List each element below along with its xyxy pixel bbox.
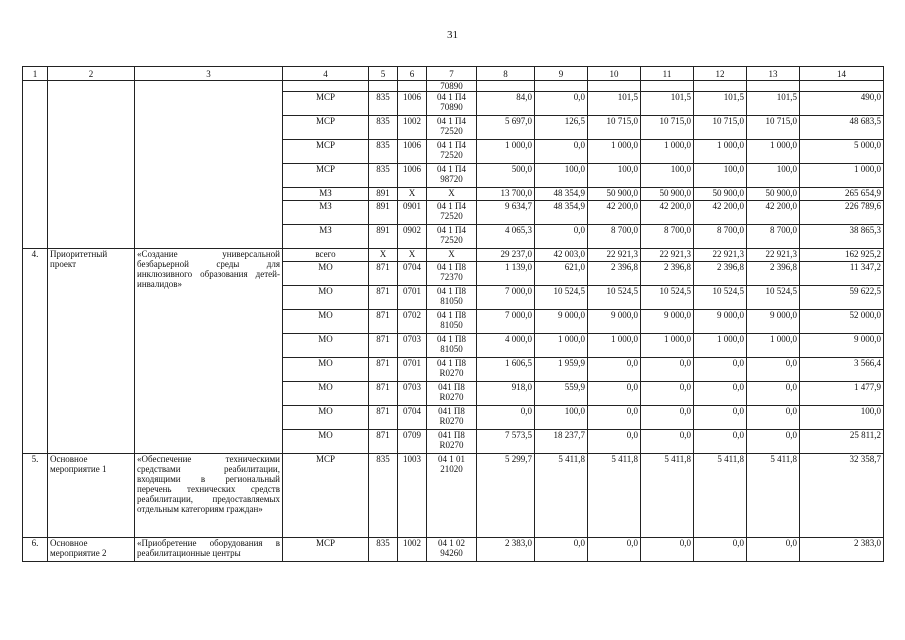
- year-5-cell: 10 715,0: [694, 116, 747, 140]
- year-3-cell: 5 411,8: [588, 454, 641, 538]
- year-5-cell: 22 921,3: [694, 249, 747, 262]
- target-article-cell: 04 1 П8 R0270: [427, 358, 477, 382]
- section-cell: 1006: [398, 92, 427, 116]
- table-header-row: [23, 67, 884, 81]
- grbs-cell: 835: [369, 538, 398, 562]
- year-4-cell: 10 715,0: [641, 116, 694, 140]
- section-cell: 0703: [398, 382, 427, 406]
- item-number-cell: [23, 81, 48, 249]
- grbs-cell: 871: [369, 382, 398, 406]
- year-5-cell: 8 700,0: [694, 225, 747, 249]
- grbs-cell: 871: [369, 334, 398, 358]
- year-2-cell: 559,9: [535, 382, 588, 406]
- year-1-cell: 9 634,7: [477, 201, 535, 225]
- year-1-cell: 1 606,5: [477, 358, 535, 382]
- section-cell: [398, 81, 427, 92]
- year-3-cell: 9 000,0: [588, 310, 641, 334]
- column-header-7: 7: [427, 67, 477, 81]
- year-3-cell: [588, 81, 641, 92]
- target-article-cell: 04 1 02 94260: [427, 538, 477, 562]
- total-cell: 11 347,2: [800, 262, 884, 286]
- year-5-cell: 100,0: [694, 164, 747, 188]
- target-article-cell: 04 1 П8 81050: [427, 286, 477, 310]
- column-header-1: 1: [23, 67, 48, 81]
- grbs-cell: 835: [369, 116, 398, 140]
- year-6-cell: 9 000,0: [747, 310, 800, 334]
- year-1-cell: 5 299,7: [477, 454, 535, 538]
- year-6-cell: 100,0: [747, 164, 800, 188]
- year-4-cell: 0,0: [641, 430, 694, 454]
- grbs-cell: 835: [369, 140, 398, 164]
- grbs-cell: 891: [369, 201, 398, 225]
- year-2-cell: 0,0: [535, 140, 588, 164]
- target-article-cell: 04 1 01 21020: [427, 454, 477, 538]
- year-5-cell: 0,0: [694, 430, 747, 454]
- year-3-cell: 1 000,0: [588, 140, 641, 164]
- year-1-cell: 1 139,0: [477, 262, 535, 286]
- year-2-cell: 100,0: [535, 164, 588, 188]
- page-number: 31: [447, 29, 458, 41]
- responsible-cell: МО: [283, 310, 369, 334]
- grbs-cell: [369, 81, 398, 92]
- year-6-cell: 0,0: [747, 406, 800, 430]
- column-header-14: 14: [800, 67, 884, 81]
- target-article-cell: 04 1 П4 72520: [427, 116, 477, 140]
- responsible-cell: [283, 81, 369, 92]
- item-number-cell: 6.: [23, 538, 48, 562]
- section-cell: 1002: [398, 116, 427, 140]
- target-article-cell: 041 П8 R0270: [427, 382, 477, 406]
- year-4-cell: 9 000,0: [641, 310, 694, 334]
- year-3-cell: 10 715,0: [588, 116, 641, 140]
- title-cell: «Обеспечение техническими средствами реабилитации, входящими в региональный перечень технических средств реабилитации, предоставляемых отдельным категориям граждан»: [135, 454, 283, 538]
- year-1-cell: 1 000,0: [477, 140, 535, 164]
- status-cell: Основное мероприятие 2: [48, 538, 135, 562]
- responsible-cell: МО: [283, 382, 369, 406]
- year-5-cell: 42 200,0: [694, 201, 747, 225]
- status-cell: [48, 81, 135, 249]
- year-3-cell: 0,0: [588, 382, 641, 406]
- section-cell: Х: [398, 249, 427, 262]
- status-cell: Приоритетный проект: [48, 249, 135, 454]
- year-4-cell: 0,0: [641, 358, 694, 382]
- year-4-cell: 10 524,5: [641, 286, 694, 310]
- section-cell: 1006: [398, 164, 427, 188]
- year-2-cell: 621,0: [535, 262, 588, 286]
- total-cell: 32 358,7: [800, 454, 884, 538]
- year-1-cell: 4 000,0: [477, 334, 535, 358]
- section-cell: 0901: [398, 201, 427, 225]
- year-2-cell: 0,0: [535, 538, 588, 562]
- responsible-cell: всего: [283, 249, 369, 262]
- target-article-cell: 04 1 П8 72370: [427, 262, 477, 286]
- year-6-cell: [747, 81, 800, 92]
- responsible-cell: МЗ: [283, 188, 369, 201]
- year-5-cell: 5 411,8: [694, 454, 747, 538]
- column-header-6: 6: [398, 67, 427, 81]
- year-4-cell: 2 396,8: [641, 262, 694, 286]
- year-5-cell: 9 000,0: [694, 310, 747, 334]
- target-article-cell: 04 1 П4 98720: [427, 164, 477, 188]
- year-2-cell: [535, 81, 588, 92]
- total-cell: 5 000,0: [800, 140, 884, 164]
- grbs-cell: 871: [369, 406, 398, 430]
- title-cell: [135, 81, 283, 249]
- year-3-cell: 22 921,3: [588, 249, 641, 262]
- year-3-cell: 0,0: [588, 406, 641, 430]
- year-5-cell: 0,0: [694, 538, 747, 562]
- year-6-cell: 0,0: [747, 430, 800, 454]
- section-cell: 0702: [398, 310, 427, 334]
- year-5-cell: 10 524,5: [694, 286, 747, 310]
- grbs-cell: 871: [369, 262, 398, 286]
- year-4-cell: 50 900,0: [641, 188, 694, 201]
- year-6-cell: 0,0: [747, 538, 800, 562]
- year-5-cell: 1 000,0: [694, 334, 747, 358]
- responsible-cell: МСР: [283, 140, 369, 164]
- year-4-cell: 0,0: [641, 406, 694, 430]
- total-cell: 1 000,0: [800, 164, 884, 188]
- column-header-12: 12: [694, 67, 747, 81]
- target-article-cell: Х: [427, 249, 477, 262]
- section-cell: 1002: [398, 538, 427, 562]
- year-2-cell: 1 000,0: [535, 334, 588, 358]
- year-2-cell: 42 003,0: [535, 249, 588, 262]
- year-6-cell: 101,5: [747, 92, 800, 116]
- year-3-cell: 0,0: [588, 430, 641, 454]
- column-header-9: 9: [535, 67, 588, 81]
- grbs-cell: 871: [369, 286, 398, 310]
- target-article-cell: 04 1 П4 72520: [427, 225, 477, 249]
- responsible-cell: МСР: [283, 92, 369, 116]
- year-2-cell: 48 354,9: [535, 188, 588, 201]
- target-article-cell: 70890: [427, 81, 477, 92]
- year-5-cell: 1 000,0: [694, 140, 747, 164]
- year-3-cell: 101,5: [588, 92, 641, 116]
- grbs-cell: Х: [369, 249, 398, 262]
- year-6-cell: 8 700,0: [747, 225, 800, 249]
- year-4-cell: 100,0: [641, 164, 694, 188]
- target-article-cell: 041 П8 R0270: [427, 430, 477, 454]
- column-header-3: 3: [135, 67, 283, 81]
- grbs-cell: 835: [369, 164, 398, 188]
- column-header-2: 2: [48, 67, 135, 81]
- grbs-cell: 835: [369, 92, 398, 116]
- year-5-cell: 101,5: [694, 92, 747, 116]
- year-1-cell: 7 000,0: [477, 310, 535, 334]
- grbs-cell: 891: [369, 188, 398, 201]
- year-4-cell: 1 000,0: [641, 334, 694, 358]
- total-cell: 3 566,4: [800, 358, 884, 382]
- year-3-cell: 1 000,0: [588, 334, 641, 358]
- column-header-4: 4: [283, 67, 369, 81]
- grbs-cell: 871: [369, 358, 398, 382]
- table-body: [23, 81, 884, 562]
- total-cell: 100,0: [800, 406, 884, 430]
- responsible-cell: МЗ: [283, 225, 369, 249]
- year-2-cell: 0,0: [535, 92, 588, 116]
- responsible-cell: МСР: [283, 116, 369, 140]
- section-cell: 0704: [398, 262, 427, 286]
- year-1-cell: 2 383,0: [477, 538, 535, 562]
- total-cell: 25 811,2: [800, 430, 884, 454]
- target-article-cell: 04 1 П8 81050: [427, 310, 477, 334]
- responsible-cell: МСР: [283, 164, 369, 188]
- year-1-cell: 29 237,0: [477, 249, 535, 262]
- grbs-cell: 835: [369, 454, 398, 538]
- total-cell: 38 865,3: [800, 225, 884, 249]
- responsible-cell: МО: [283, 430, 369, 454]
- year-1-cell: 4 065,3: [477, 225, 535, 249]
- table-row: [23, 538, 884, 562]
- responsible-cell: МО: [283, 334, 369, 358]
- table-row: [23, 249, 884, 262]
- grbs-cell: 871: [369, 310, 398, 334]
- year-6-cell: 0,0: [747, 358, 800, 382]
- section-cell: 0704: [398, 406, 427, 430]
- grbs-cell: 871: [369, 430, 398, 454]
- responsible-cell: МО: [283, 358, 369, 382]
- year-6-cell: 50 900,0: [747, 188, 800, 201]
- grbs-cell: 891: [369, 225, 398, 249]
- year-2-cell: 1 959,9: [535, 358, 588, 382]
- year-4-cell: 22 921,3: [641, 249, 694, 262]
- year-6-cell: 10 524,5: [747, 286, 800, 310]
- responsible-cell: МО: [283, 286, 369, 310]
- total-cell: 48 683,5: [800, 116, 884, 140]
- year-1-cell: 918,0: [477, 382, 535, 406]
- total-cell: 226 789,6: [800, 201, 884, 225]
- year-3-cell: 8 700,0: [588, 225, 641, 249]
- year-5-cell: 0,0: [694, 382, 747, 406]
- column-header-11: 11: [641, 67, 694, 81]
- year-1-cell: 5 697,0: [477, 116, 535, 140]
- year-2-cell: 5 411,8: [535, 454, 588, 538]
- year-2-cell: 9 000,0: [535, 310, 588, 334]
- year-4-cell: 0,0: [641, 538, 694, 562]
- year-2-cell: 0,0: [535, 225, 588, 249]
- year-3-cell: 42 200,0: [588, 201, 641, 225]
- year-5-cell: 2 396,8: [694, 262, 747, 286]
- year-6-cell: 10 715,0: [747, 116, 800, 140]
- year-6-cell: 2 396,8: [747, 262, 800, 286]
- section-cell: 0701: [398, 358, 427, 382]
- year-4-cell: 0,0: [641, 382, 694, 406]
- year-1-cell: 500,0: [477, 164, 535, 188]
- total-cell: 490,0: [800, 92, 884, 116]
- year-5-cell: 0,0: [694, 358, 747, 382]
- year-1-cell: [477, 81, 535, 92]
- year-2-cell: 100,0: [535, 406, 588, 430]
- year-4-cell: 1 000,0: [641, 140, 694, 164]
- responsible-cell: МСР: [283, 454, 369, 538]
- year-6-cell: 22 921,3: [747, 249, 800, 262]
- year-1-cell: 7 000,0: [477, 286, 535, 310]
- responsible-cell: МСР: [283, 538, 369, 562]
- year-3-cell: 2 396,8: [588, 262, 641, 286]
- target-article-cell: Х: [427, 188, 477, 201]
- target-article-cell: 04 1 П8 81050: [427, 334, 477, 358]
- year-4-cell: [641, 81, 694, 92]
- year-1-cell: 0,0: [477, 406, 535, 430]
- total-cell: 162 925,2: [800, 249, 884, 262]
- target-article-cell: 04 1 П4 70890: [427, 92, 477, 116]
- column-header-5: 5: [369, 67, 398, 81]
- year-4-cell: 5 411,8: [641, 454, 694, 538]
- status-cell: Основное мероприятие 1: [48, 454, 135, 538]
- year-3-cell: 50 900,0: [588, 188, 641, 201]
- target-article-cell: 041 П8 R0270: [427, 406, 477, 430]
- year-2-cell: 48 354,9: [535, 201, 588, 225]
- responsible-cell: МЗ: [283, 201, 369, 225]
- total-cell: 52 000,0: [800, 310, 884, 334]
- section-cell: 1003: [398, 454, 427, 538]
- total-cell: 265 654,9: [800, 188, 884, 201]
- table-row: [23, 454, 884, 538]
- total-cell: 1 477,9: [800, 382, 884, 406]
- year-4-cell: 8 700,0: [641, 225, 694, 249]
- year-2-cell: 10 524,5: [535, 286, 588, 310]
- year-1-cell: 84,0: [477, 92, 535, 116]
- total-cell: 59 622,5: [800, 286, 884, 310]
- section-cell: 0709: [398, 430, 427, 454]
- target-article-cell: 04 1 П4 72520: [427, 140, 477, 164]
- column-header-13: 13: [747, 67, 800, 81]
- year-5-cell: [694, 81, 747, 92]
- section-cell: 0701: [398, 286, 427, 310]
- year-3-cell: 0,0: [588, 538, 641, 562]
- year-3-cell: 100,0: [588, 164, 641, 188]
- title-cell: «Создание универсальной безбарьерной среды для инклюзивного образования детей-инвалидов»: [135, 249, 283, 454]
- year-6-cell: 42 200,0: [747, 201, 800, 225]
- year-1-cell: 13 700,0: [477, 188, 535, 201]
- total-cell: 9 000,0: [800, 334, 884, 358]
- year-1-cell: 7 573,5: [477, 430, 535, 454]
- year-2-cell: 126,5: [535, 116, 588, 140]
- year-4-cell: 42 200,0: [641, 201, 694, 225]
- item-number-cell: 4.: [23, 249, 48, 454]
- year-5-cell: 0,0: [694, 406, 747, 430]
- column-header-8: 8: [477, 67, 535, 81]
- section-cell: 0902: [398, 225, 427, 249]
- responsible-cell: МО: [283, 406, 369, 430]
- section-cell: Х: [398, 188, 427, 201]
- year-3-cell: 10 524,5: [588, 286, 641, 310]
- year-6-cell: 0,0: [747, 382, 800, 406]
- section-cell: 0703: [398, 334, 427, 358]
- title-cell: «Приобретение оборудования в реабилитационные центры: [135, 538, 283, 562]
- year-4-cell: 101,5: [641, 92, 694, 116]
- year-6-cell: 1 000,0: [747, 140, 800, 164]
- section-cell: 1006: [398, 140, 427, 164]
- target-article-cell: 04 1 П4 72520: [427, 201, 477, 225]
- total-cell: [800, 81, 884, 92]
- year-2-cell: 18 237,7: [535, 430, 588, 454]
- budget-table: [22, 66, 884, 562]
- column-header-10: 10: [588, 67, 641, 81]
- total-cell: 2 383,0: [800, 538, 884, 562]
- table-row: [23, 81, 884, 92]
- year-6-cell: 5 411,8: [747, 454, 800, 538]
- responsible-cell: МО: [283, 262, 369, 286]
- year-3-cell: 0,0: [588, 358, 641, 382]
- item-number-cell: 5.: [23, 454, 48, 538]
- year-6-cell: 1 000,0: [747, 334, 800, 358]
- year-5-cell: 50 900,0: [694, 188, 747, 201]
